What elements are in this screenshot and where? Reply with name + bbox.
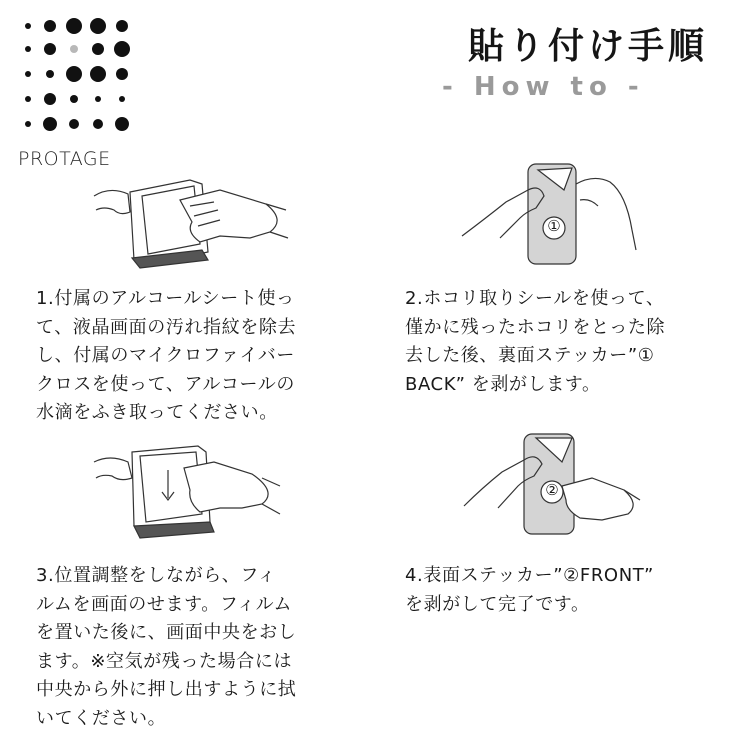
step3-illustration <box>92 442 282 542</box>
sticker-front-label: ② <box>545 481 559 499</box>
step4-text: 4.表面ステッカー”②FRONT” を剥がして完了です。 <box>405 565 654 615</box>
sticker-back-label: ① <box>547 217 561 235</box>
phone-wipe-icon <box>90 172 290 272</box>
brand-name: PROTAGE <box>18 148 111 170</box>
step1-illustration <box>90 172 290 272</box>
page-title: 貼り付け手順 <box>467 26 708 67</box>
step2-text: 2.ホコリ取りシールを使って、 僅かに残ったホコリをとった除 去した後、裏面ステッカー”① BACK” を剥がします。 <box>405 288 666 395</box>
peel-back-sticker-icon <box>460 160 640 270</box>
brand-logo <box>20 18 140 138</box>
phone-press-icon <box>92 442 282 542</box>
step3-text: 3.位置調整をしながら、フィ ルムを画面のせます。フィルム を置いた後に、画面中央をおし ます。※空気が残った場合には 中央から外に押し出すように拭 いてください。 <box>36 565 297 729</box>
dot-grid-logo-icon <box>20 18 140 138</box>
page-subtitle: - How to - <box>442 72 645 102</box>
step1-text: 1.付属のアルコールシート使っ て、液晶画面の汚れ指紋を除去 し、付属のマイクロファイバー クロスを使って、アルコールの 水滴をふき取ってください。 <box>36 288 297 423</box>
step4-illustration <box>462 430 642 540</box>
step2-illustration <box>460 160 640 270</box>
